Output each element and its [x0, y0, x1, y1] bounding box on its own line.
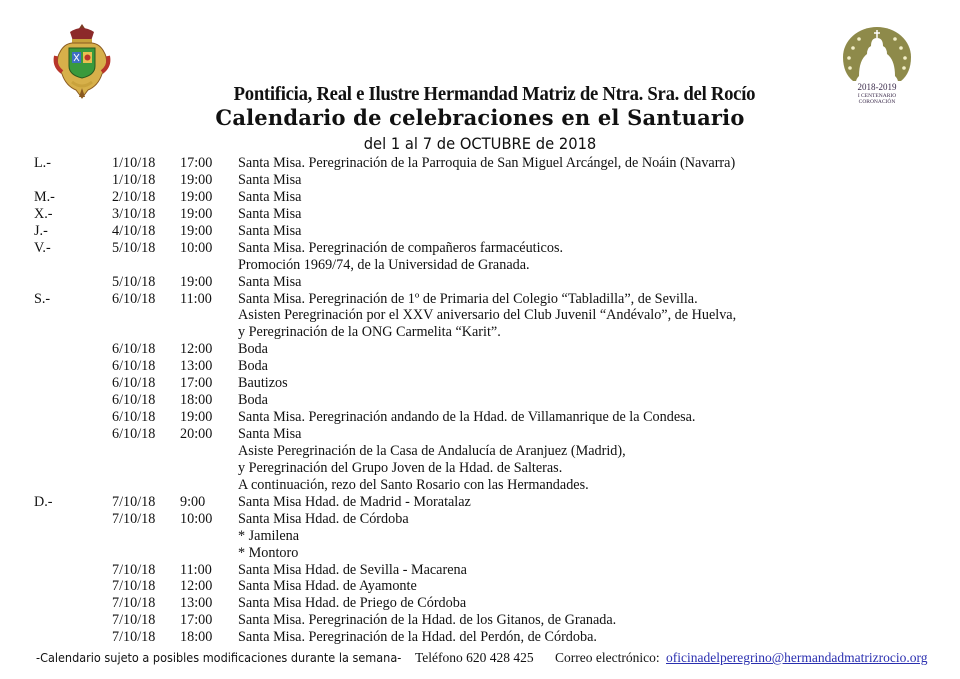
event-date: 5/10/18	[112, 239, 156, 256]
event-date: 7/10/18	[112, 595, 156, 612]
event-description: Santa Misa. Peregrinación de la Hdad. de los Gitanos, de Granada.	[238, 612, 617, 629]
event-description: Boda	[238, 341, 268, 358]
event-description: Santa Misa	[238, 205, 302, 222]
event-date: 2/10/18	[112, 188, 156, 205]
event-time: 10:00	[180, 510, 213, 527]
event-description: Santa Misa. Peregrinación andando de la Hdad. de Villamanrique de la Condesa.	[238, 409, 696, 426]
schedule-row	[0, 562, 960, 579]
jubilee-line2: CORONACIÓN	[858, 99, 896, 105]
day-label: M.-	[34, 188, 55, 205]
schedule-row	[0, 629, 960, 646]
day-label: X.-	[34, 205, 53, 222]
event-date: 1/10/18	[112, 171, 156, 188]
event-description: * Jamilena	[238, 527, 300, 544]
event-description: Asiste Peregrinación de la Casa de Andalucía de Aranjuez (Madrid),	[238, 442, 626, 459]
event-date: 4/10/18	[112, 222, 156, 239]
event-description: * Montoro	[238, 544, 299, 561]
event-time: 19:00	[180, 171, 213, 188]
event-description: Bautizos	[238, 375, 288, 392]
schedule-row	[0, 291, 960, 308]
event-time: 19:00	[180, 409, 213, 426]
footer	[36, 649, 956, 667]
event-date: 6/10/18	[112, 375, 156, 392]
event-description: y Peregrinación del Grupo Joven de la Hdad. de Salteras.	[238, 459, 563, 476]
schedule-row	[0, 443, 960, 460]
event-description: Asisten Peregrinación por el XXV aniversario del Club Juvenil “Andévalo”, de Huelva,	[238, 307, 737, 324]
event-time: 11:00	[180, 561, 212, 578]
schedule-row	[0, 155, 960, 172]
event-date: 7/10/18	[112, 629, 156, 646]
schedule-row	[0, 392, 960, 409]
jubilee-line1: I CENTENARIO	[857, 93, 897, 99]
schedule-list	[0, 155, 960, 646]
event-description: Santa Misa Hdad. de Córdoba	[238, 510, 409, 527]
schedule-row	[0, 545, 960, 562]
date-range: del 1 al 7 de OCTUBRE de 2018	[363, 134, 597, 153]
schedule-row	[0, 341, 960, 358]
schedule-row	[0, 477, 960, 494]
day-label: S.-	[34, 290, 51, 307]
schedule-row	[0, 409, 960, 426]
event-date: 7/10/18	[112, 510, 156, 527]
event-date: 6/10/18	[112, 358, 156, 375]
schedule-row	[0, 223, 960, 240]
event-time: 12:00	[180, 341, 213, 358]
event-description: Santa Misa	[238, 171, 302, 188]
event-description: Santa Misa	[238, 222, 302, 239]
day-label: J.-	[34, 222, 48, 239]
day-label: L.-	[34, 155, 51, 171]
event-description: Santa Misa. Peregrinación de compañeros farmacéuticos.	[238, 239, 564, 256]
day-label: V.-	[34, 239, 51, 256]
event-description: Promoción 1969/74, de la Universidad de Granada.	[238, 256, 530, 273]
event-date: 6/10/18	[112, 409, 156, 426]
event-description: Santa Misa Hdad. de Ayamonte	[238, 578, 417, 595]
event-time: 13:00	[180, 595, 213, 612]
schedule-row	[0, 578, 960, 595]
event-time: 20:00	[180, 426, 213, 442]
schedule-row	[0, 426, 960, 443]
event-time: 9:00	[180, 493, 206, 510]
event-date: 6/10/18	[112, 341, 156, 358]
schedule-row	[0, 274, 960, 291]
event-description: Santa Misa. Peregrinación de la Hdad. del Perdón, de Córdoba.	[238, 629, 597, 646]
event-description: Santa Misa Hdad. de Priego de Córdoba	[238, 595, 467, 612]
event-date: 7/10/18	[112, 493, 156, 510]
email-label: Correo electrónico:	[555, 650, 660, 665]
schedule-row	[0, 240, 960, 257]
event-time: 17:00	[180, 155, 213, 171]
event-description: Santa Misa	[238, 426, 302, 442]
schedule-row	[0, 206, 960, 223]
email-link[interactable]: oficinadelperegrino@hermandadmatrizrocio.org	[666, 650, 928, 665]
event-time: 12:00	[180, 578, 213, 595]
page-title: Calendario de celebraciones en el Santuario	[215, 105, 745, 130]
event-time: 18:00	[180, 392, 213, 409]
event-description: Santa Misa Hdad. de Madrid - Moratalaz	[238, 493, 471, 510]
event-date: 7/10/18	[112, 578, 156, 595]
event-description: Santa Misa	[238, 188, 302, 205]
event-date: 7/10/18	[112, 561, 156, 578]
event-description: Santa Misa. Peregrinación de la Parroquia de San Miguel Arcángel, de Noáin (Navarra)	[238, 155, 736, 171]
day-label: D.-	[34, 493, 53, 510]
event-date: 3/10/18	[112, 205, 156, 222]
event-time: 18:00	[180, 629, 213, 646]
schedule-row	[0, 189, 960, 206]
event-time: 13:00	[180, 358, 213, 375]
event-date: 1/10/18	[112, 155, 156, 171]
event-description: Boda	[238, 392, 268, 409]
schedule-row	[0, 375, 960, 392]
event-time: 11:00	[180, 290, 212, 307]
event-description: Santa Misa Hdad. de Sevilla - Macarena	[238, 561, 467, 578]
event-time: 19:00	[180, 205, 213, 222]
event-description: Boda	[238, 358, 268, 375]
schedule-row	[0, 528, 960, 545]
event-time: 10:00	[180, 239, 213, 256]
event-date: 5/10/18	[112, 273, 156, 290]
schedule-row	[0, 172, 960, 189]
event-time: 17:00	[180, 375, 213, 392]
disclaimer-note: -Calendario sujeto a posibles modificaciones durante la semana-	[36, 651, 402, 665]
schedule-row	[0, 358, 960, 375]
event-description: y Peregrinación de la ONG Carmelita “Karit”.	[238, 324, 501, 341]
schedule-row	[0, 460, 960, 477]
schedule-row	[0, 257, 960, 274]
event-time: 19:00	[180, 273, 213, 290]
event-description: Santa Misa. Peregrinación de 1º de Primaria del Colegio “Tabladilla”, de Sevilla.	[238, 290, 698, 307]
event-time: 19:00	[180, 222, 213, 239]
jubilee-years: 2018-2019	[857, 82, 897, 92]
organization-name: Pontificia, Real e Ilustre Hermandad Matriz de Ntra. Sra. del Rocío	[233, 84, 756, 105]
schedule-row	[0, 494, 960, 511]
schedule-row	[0, 612, 960, 629]
schedule-row	[0, 307, 960, 324]
schedule-row	[0, 324, 960, 341]
schedule-row	[0, 511, 960, 528]
event-time: 17:00	[180, 612, 213, 629]
phone-number: Teléfono 620 428 425	[415, 650, 534, 665]
event-time: 19:00	[180, 188, 213, 205]
event-description: A continuación, rezo del Santo Rosario con las Hermandades.	[238, 476, 589, 493]
event-date: 6/10/18	[112, 392, 156, 409]
schedule-row	[0, 595, 960, 612]
event-date: 6/10/18	[112, 426, 156, 442]
event-date: 7/10/18	[112, 612, 156, 629]
event-date: 6/10/18	[112, 290, 156, 307]
event-description: Santa Misa	[238, 273, 302, 290]
